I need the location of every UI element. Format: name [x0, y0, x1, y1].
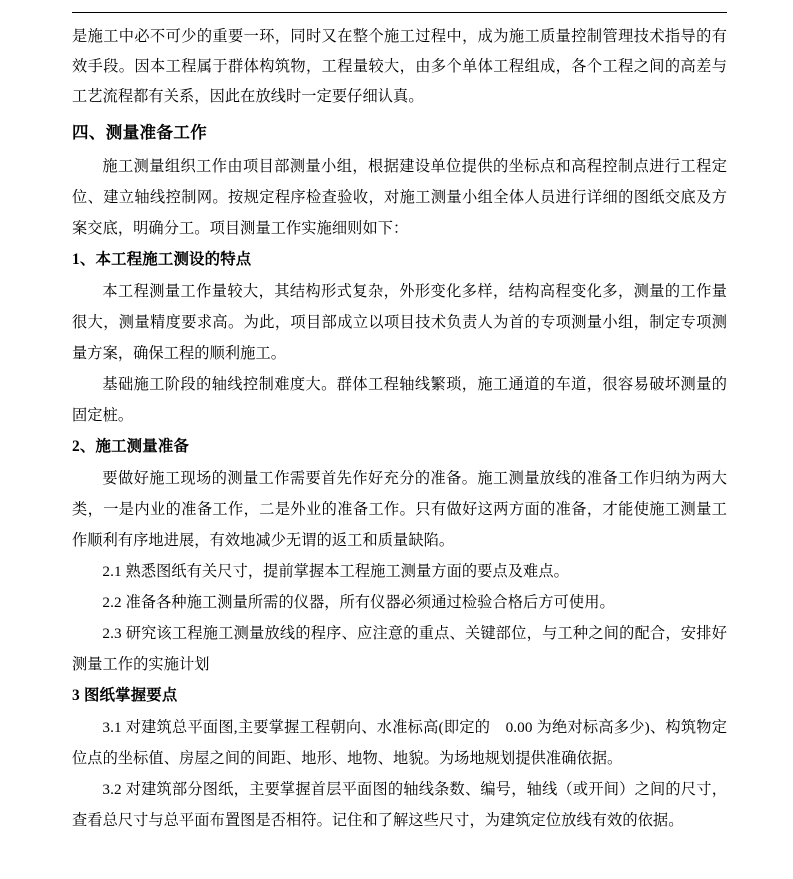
list-item: 3.1 对建筑总平面图,主要掌握工程朝向、水准标高(即定的 0.00 为绝对标高多少)、构筑物定位点的坐标值、房屋之间的间距、地形、地物、地貌。为场地规划提供准确依据。 [72, 719, 727, 767]
subsection-heading: 1、本工程施工测设的特点 [72, 251, 252, 268]
document-body [72, 0, 727, 836]
paragraph: 基础施工阶段的轴线控制难度大。群体工程轴线繁琐，施工通道的车道，很容易破坏测量的固定桩。 [72, 376, 727, 424]
paragraph: 施工测量组织工作由项目部测量小组，根据建设单位提供的坐标点和高程控制点进行工程定位、建立轴线控制网。按规定程序检查验收，对施工测量小组全体人员进行详细的图纸交底及方案交底，明确分工。项目测量工作实施细则如下： [72, 158, 727, 237]
subsection-heading: 3 图纸掌握要点 [72, 687, 178, 704]
list-item: 2.3 研究该工程施工测量放线的程序、应注意的重点、关键部位，与工种之间的配合，安排好测量工作的实施计划 [72, 625, 727, 673]
list-item: 3.2 对建筑部分图纸，主要掌握首层平面图的轴线条数、编号，轴线（或开间）之间的尺寸，查看总尺寸与总平面布置图是否相符。记住和了解这些尺寸，为建筑定位放线有效的依据。 [72, 781, 727, 829]
paragraph: 本工程测量工作量较大，其结构形式复杂，外形变化多样，结构高程变化多，测量的工作量很大，测量精度要求高。为此，项目部成立以项目技术负责人为首的专项测量小组，制定专项测量方案，确保工程的顺利施工。 [72, 283, 727, 362]
list-item: 2.2 准备各种施工测量所需的仪器，所有仪器必须通过检验合格后方可使用。 [102, 594, 615, 611]
header-divider [72, 12, 727, 13]
paragraph: 要做好施工现场的测量工作需要首先作好充分的准备。施工测量放线的准备工作归纳为两大类，一是内业的准备工作，二是外业的准备工作。只有做好这两方面的准备，才能使施工测量工作顺利有序地进展，有效地减少无谓的返工和质量缺陷。 [72, 470, 727, 549]
subsection-heading: 2、施工测量准备 [72, 438, 190, 455]
paragraph: 是施工中必不可少的重要一环，同时又在整个施工过程中，成为施工质量控制管理技术指导的有效手段。因本工程属于群体构筑物，工程量较大，由多个单体工程组成，各个工程之间的高差与工艺流程都有关系，因此在放线时一定要仔细认真。 [72, 28, 727, 105]
list-item: 2.1 熟悉图纸有关尺寸，提前掌握本工程施工测量方面的要点及难点。 [102, 563, 569, 580]
section-heading: 四、测量准备工作 [72, 123, 208, 142]
